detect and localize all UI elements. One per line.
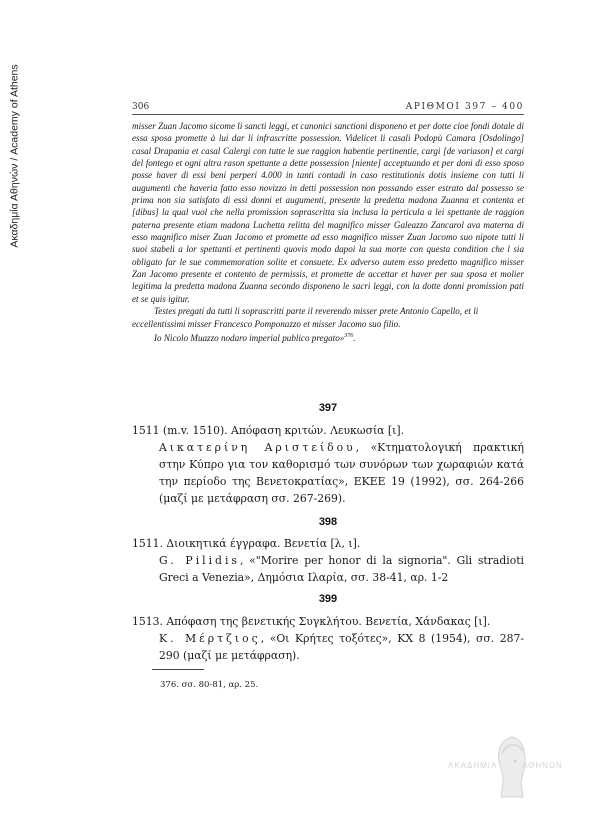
academy-watermark [448,733,574,805]
footnote: 376. σσ. 80-81, αρ. 25. [160,680,259,690]
entry-number-399: 399 [318,593,338,605]
entry-399-author: Κ. Μέρτζιος [159,632,261,645]
entry-399-reference [132,630,524,664]
latin-paragraph: misser Zuan Jacomo sicome li sancti leggi, et canonici sanctioni disponeno et per dotte cioe fondi dotale di essa sposa promette à lui dar li infrascritte possession. Videlicet li casali Podopù Camara [Osdolingo] casal Drapania et casal Calergi con tutte le sue raggion habentie pertinentie, cargi [de variason] et cargi del fontego et ogni altra rason spettante a dette possession [niente] acceptuando et per doni di esso sposo posse haver di essi beni perperi 4.000 in tanti contadi in caso restitutionis dotis insieme con tutti li augumenti che haveria fatto esso novizzo in detti possession non possando esser estrato dal possesso se prima non sia satisfato di essi donni et augumenti, presente la predetta madona Zuanna et contenta et [dibus] la qual vuol che nella promission soprascritta sia inclusa la perticula a lei spettante de raggion paterna presente etiam madona Luchetta relitta del magnifico misser Galeazzo Zancarol ava materna di esso magnifico miser Zuan Jacomo et promette ad esso magnifico misser Zuan Jacomo suo nipote tutti li suoi stabeli a lor spettanti et pertinenti quovis modo dapoi la sua morte con questa condition che l sia obligato far le sue commemoration solite et consuete. Ex adverso autem esso predetto magnifico misser Zan Jacomo presente et contento de permissis, et promette de accettar et haver per sua sposa et molier legitima la predetta madona Zuanna secondo disponeno le sacri leggi, con la dotte donni promission pati et se quis igitur. [132,121,524,304]
page-number: 306 [132,102,150,112]
footnote-rule [152,669,204,670]
entry-397-reference [132,439,524,507]
entry-399-date-line: 1513. Απόφαση της βενετικής Συγκλήτου. Βενετία, Χάνδακας [ι]. [132,615,491,628]
side-label [2,36,28,276]
entry-398-date-line: 1511. Διοικητικά έγγραφα. Βενετία [λ, ι]. [132,537,361,550]
entry-397-citation: , «Κτηματολογική πρακτική στην Κύπρο για τον καθορισμό των συνόρων των χωραφιών κατά την περίοδο της Βενετοκρατίας», ΕΚΕΕ 19 (1992), σσ. 264-266 (μαζί με μετάφραση σσ. 267-269). [159,441,524,505]
latin-document-text [132,120,524,344]
side-label-text: Ακαδημία Αθηνών / Academy of Athens [9,64,21,248]
watermark-right: ΑΘΗΝΩΝ [522,761,563,770]
page-header [132,96,524,112]
entry-397 [132,422,524,507]
latin-witnesses: Testes pregati da tutti li soprascritti parte il reverendo misser prete Antonio Capello, et li eccellentissimi misser Francesco Pomponazzo et misser Jacomo suo filio. [132,306,479,329]
entry-397-date-line: 1511 (m.v. 1510). Απόφαση κριτών. Λευκωσία [ι]. [132,424,404,437]
watermark-left: ΑΚΑΔΗΜΙΑ [448,761,498,770]
entry-398 [132,535,524,586]
entry-398-author: G. Pilidis [159,554,240,567]
header-rule [132,114,524,115]
entry-number-397: 397 [318,402,338,414]
entry-398-citation: , «"Morire per honor di la signoria". Gli stradioti Greci a Venezia», Δημόσια Ιλαρία, σσ. 38-41, αρ. 1-2 [159,554,524,584]
entry-399 [132,613,524,664]
latin-notary: Io Nicolo Muazzo nodaro imperial publico pregato» [154,332,345,343]
entry-398-reference [132,552,524,586]
footnote-ref: 376 [344,332,354,339]
latin-notary-line: Io Nicolo Muazzo nodaro imperial publico pregato»$^{376}$. [154,332,356,343]
entry-397-author: Αικατερίνη Αριστείδου [159,441,356,454]
running-title: ΑΡΙΘΜΟΙ 397 – 400 [405,102,524,112]
entry-number-398: 398 [318,516,338,528]
entry-399-citation: , «Οι Κρήτες τοξότες», ΚΧ 8 (1954), σσ. 287-290 (μαζί με μετάφραση). [159,632,524,662]
